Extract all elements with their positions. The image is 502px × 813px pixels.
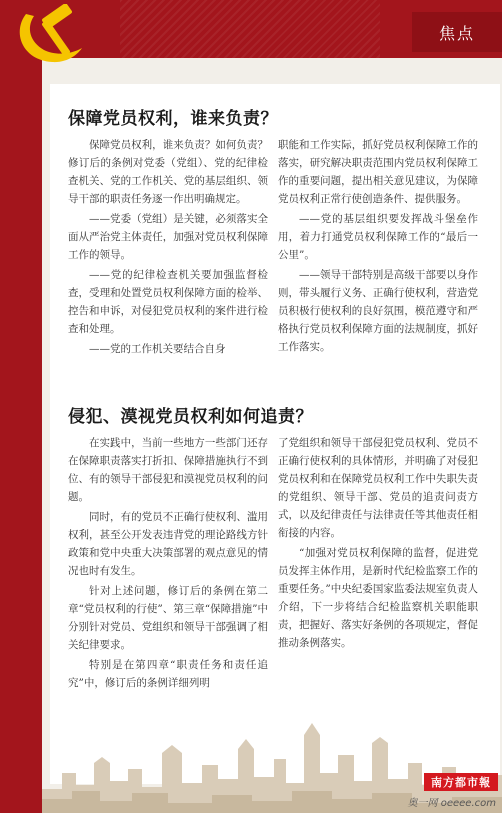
paragraph: ——党委（党组）是关键，必须落实全面从严治党主体责任，加强对党员权利保障工作的领导。 xyxy=(68,213,268,261)
article1-title: 保障党员权利，谁来负责？ xyxy=(68,109,278,129)
left-red-band xyxy=(0,0,42,813)
newspaper-logo xyxy=(424,773,498,791)
article1-left-column xyxy=(68,136,268,360)
site-watermark: 奥一网 oeeee.com xyxy=(407,798,496,809)
paragraph: 了党组织和领导干部侵犯党员权利、党员不正确行使权利的具体情形，并明确了对侵犯党员权利和在保障党员权利工作中失职失责的党组织、领导干部、党员的追责问责方式，以及纪律责任与法律责任等其他责任相衔接的内容。 xyxy=(278,437,478,539)
section-label: 焦点 xyxy=(438,23,475,43)
paragraph: 保障党员权利，谁来负责？如何负责？修订后的条例对党委（党组）、党的纪律检查机关、党的工作机关、党的基层组织、领导干部的职责任务逐一作出明确规定。 xyxy=(68,139,268,205)
paragraph: 在实践中，当前一些地方一些部门还存在保障职责落实打折扣、保障措施执行不到位、有的领导干部侵犯和漠视党员权利的问题。 xyxy=(68,437,268,503)
newspaper-logo-text: 南方都市報 xyxy=(431,776,491,789)
paragraph: 同时，有的党员不正确行使权利、滥用权利，甚至公开发表违背党的理论路线方针政策和党中央重大决策部署的观点意见的情况也时有发生。 xyxy=(68,511,268,577)
paragraph: ——党的纪律检查机关要加强监督检查，受理和处置党员权利保障方面的检举、控告和申诉，对侵犯党员权利的案件进行检查和处理。 xyxy=(68,269,268,335)
band-texture xyxy=(120,0,380,58)
article2-right-column xyxy=(278,434,478,654)
paragraph: 特别是在第四章“职责任务和责任追究”中，修订后的条例详细列明 xyxy=(68,659,268,689)
paragraph: ——领导干部特别是高级干部要以身作则，带头履行义务、正确行使权利，营造党员积极行使权利的良好氛围，模范遵守和严格执行党员权利保障方面的法规制度，抓好工作落实。 xyxy=(278,269,478,353)
article2-title: 侵犯、漠视党员权利如何追责？ xyxy=(68,407,313,427)
section-tab[interactable] xyxy=(412,12,502,52)
paragraph: ——党的工作机关要结合自身 xyxy=(89,343,226,355)
paragraph: ——党的基层组织要发挥战斗堡垒作用，着力打通党员权利保障工作的“最后一公里”。 xyxy=(278,213,478,261)
paragraph: “加强对党员权利保障的监督，促进党员发挥主体作用，是新时代纪检监察工作的重要任务。”中央纪委国家监委法规室负责人介绍，下一步将结合纪检监察机关职能职责，把握好、落实好条例的各项规定，督促推动条例落实。 xyxy=(278,547,478,649)
paragraph: 职能和工作实际，抓好党员权利保障工作的落实，研究解决职责范围内党员权利保障工作的重要问题，提出相关意见建议，为保障党员权利正常行使创造条件、提供服务。 xyxy=(278,139,478,205)
article1-right-column xyxy=(278,136,478,358)
party-emblem-icon xyxy=(12,4,90,68)
article2-left-column xyxy=(68,434,268,694)
paragraph: 针对上述问题，修订后的条例在第二章“党员权利的行使”、第三章“保障措施”中分别针对党员、党组织和领导干部强调了相关纪律要求。 xyxy=(68,585,268,651)
